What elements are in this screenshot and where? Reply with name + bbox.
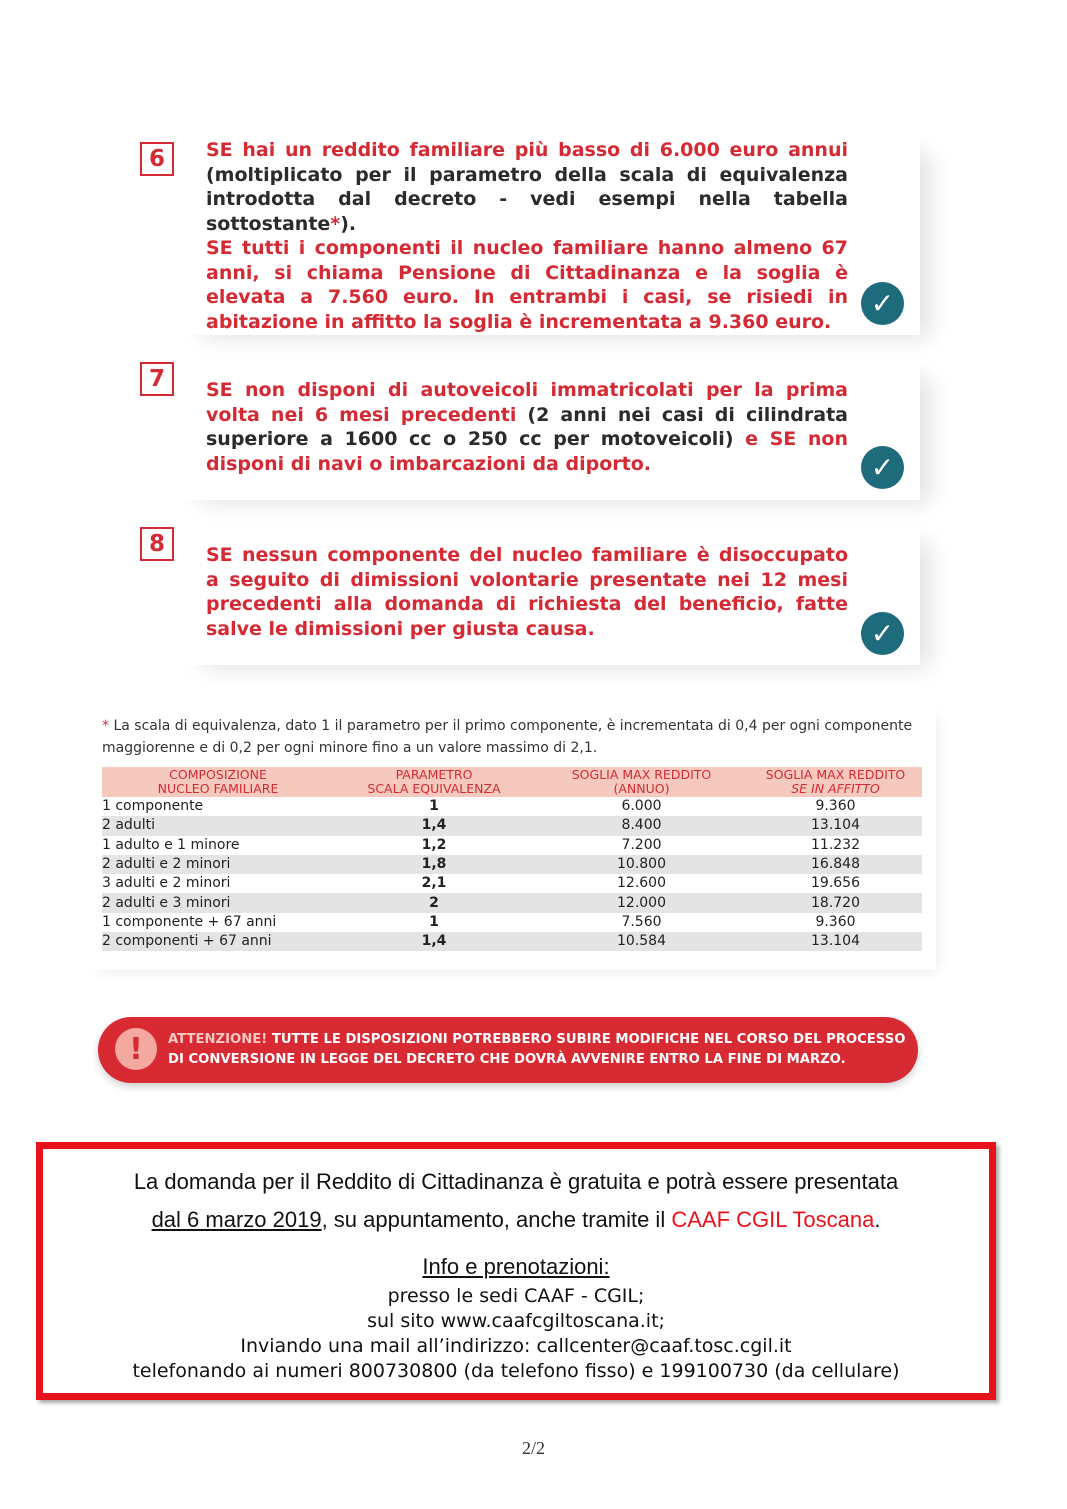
note-text: La scala di equivalenza, dato 1 il parametro per il primo componente, è incrementata di 0,4 per ogni componente maggiorenne e di 0,2 per ogni minore fino a un valore massimo di 2,1. xyxy=(102,718,913,756)
condition-number: 6 xyxy=(140,142,174,176)
attention-label: ATTENZIONE! xyxy=(168,1032,268,1047)
header-threshold-annual: SOGLIA MAX REDDITO (ANNUO) xyxy=(534,767,749,797)
exclamation-icon: ! xyxy=(115,1028,157,1070)
info-org: CAAF CGIL Toscana xyxy=(671,1207,875,1232)
table-cell: 13.104 xyxy=(749,932,922,951)
table-header-row xyxy=(102,767,922,797)
info-heading: Info e prenotazioni: xyxy=(422,1254,610,1279)
condition-text-segment: ). xyxy=(340,212,357,235)
header-threshold-rent: SOGLIA MAX REDDITO SE IN AFFITTO xyxy=(749,767,922,797)
info-box xyxy=(36,1142,996,1400)
table-cell: 1 componente xyxy=(102,798,204,815)
table-row xyxy=(102,932,922,951)
table-cell: 10.584 xyxy=(534,932,749,951)
table-cell: 12.600 xyxy=(617,875,666,892)
condition-number: 7 xyxy=(140,362,174,396)
table-cell: 3 adulti e 2 minori xyxy=(102,875,231,892)
condition-text-segment: (moltiplicato per il parametro della scala di equivalenza introdotta dal decreto - vedi esempi nella tabella sottostante xyxy=(206,163,848,235)
table-cell: 11.232 xyxy=(811,836,860,853)
page-number: 2/2 xyxy=(521,1438,545,1458)
note-asterisk: * xyxy=(102,718,109,734)
table-cell: 12.000 xyxy=(534,893,749,912)
table-cell: 1 xyxy=(429,798,439,815)
condition-text-segment: SE xyxy=(206,139,233,161)
table-row xyxy=(102,913,922,932)
header-composition: COMPOSIZIONE NUCLEO FAMILIARE xyxy=(102,767,334,797)
info-date: dal 6 marzo 2019 xyxy=(151,1207,322,1232)
attention-text: ATTENZIONE! TUTTE LE DISPOSIZIONI POTREBBERO SUBIRE MODIFICHE NEL CORSO DEL PROCESSO DI CONVERSIONE IN LEGGE DEL DECRETO CHE DOVRÀ AVVENIRE ENTRO LA FINE DI MARZO. xyxy=(168,1032,906,1067)
table-cell: 7.200 xyxy=(621,836,662,853)
table-row xyxy=(102,816,922,835)
info-line-sedi: presso le sedi CAAF - CGIL; xyxy=(387,1285,645,1307)
condition-text-segment: hai un reddito familiare più basso di 6.000 euro annui xyxy=(232,139,848,161)
condition-text-segment: (2 anni nei casi di cilindrata superiore a 1600 cc o 250 cc per motoveicoli) xyxy=(206,403,848,450)
table-cell: 2 adulti e 3 minori xyxy=(102,893,334,912)
header-parameter: PARAMETRO SCALA EQUIVALENZA xyxy=(334,767,534,797)
condition-text-segment: SE nessun componente del nucleo familiare è disoccupato a seguito di dimissioni volontarie presentate nei 12 mesi precedenti alla domanda di richiesta del beneficio, fatte salve le dimissioni per giusta causa. xyxy=(206,544,848,640)
equivalence-note xyxy=(102,715,932,759)
table-cell: 1,4 xyxy=(334,932,534,951)
info-line-web: sul sito www.caafcgiltoscana.it; xyxy=(367,1310,665,1332)
check-icon: ✓ xyxy=(861,446,904,489)
condition-text-segment: e SE non disponi di navi o imbarcazioni da diporto. xyxy=(206,428,848,475)
table-cell: 2,1 xyxy=(421,875,447,892)
table-cell: 2 componenti + 67 anni xyxy=(102,932,334,951)
condition-text xyxy=(206,543,848,641)
table-cell: 1,4 xyxy=(334,816,534,835)
table-cell: 16.848 xyxy=(749,855,922,874)
table-cell: 6.000 xyxy=(621,798,662,815)
table-cell: 1 componente + 67 anni xyxy=(102,913,277,930)
table-cell: 9.360 xyxy=(815,798,856,815)
table-cell: 1,2 xyxy=(421,836,447,853)
table-row xyxy=(102,855,922,874)
info-line-1: La domanda per il Reddito di Cittadinanza è gratuita e potrà essere presentata xyxy=(133,1169,899,1194)
check-icon: ✓ xyxy=(861,282,904,325)
condition-number: 8 xyxy=(140,527,174,561)
table-cell: 10.800 xyxy=(534,855,749,874)
table-cell: 13.104 xyxy=(749,816,922,835)
condition-text-segment: * xyxy=(330,212,341,235)
info-line-2: dal 6 marzo 2019, su appuntamento, anche tramite il CAAF CGIL Toscana. xyxy=(151,1207,881,1232)
info-line-phone: telefonando ai numeri 800730800 (da telefono fisso) e 199100730 (da cellulare) xyxy=(132,1360,900,1382)
condition-text-segment: SE tutti i componenti il nucleo familiare hanno almeno 67 anni, si chiama Pensione di Cittadinanza e la soglia è elevata a 7.560 euro. In entrambi i casi, se risiedi in abitazione in affitto la soglia è incrementata a 9.360 euro. xyxy=(206,237,848,333)
table-row xyxy=(102,836,922,855)
condition-text-segment: SE non disponi di autoveicoli immatricolati per la prima volta nei 6 mesi precedenti xyxy=(206,379,848,426)
table-row xyxy=(102,797,922,816)
table-cell: 9.360 xyxy=(815,913,856,930)
table-cell: 7.560 xyxy=(621,913,662,930)
table-cell: 2 adulti xyxy=(102,816,334,835)
check-icon: ✓ xyxy=(861,612,904,655)
condition-text xyxy=(206,138,848,334)
threshold-table xyxy=(102,767,922,951)
info-line-mail: Inviando una mail all’indirizzo: callcenter@caaf.tosc.cgil.it xyxy=(240,1335,792,1357)
table-cell: 1 xyxy=(429,913,439,930)
table-cell: 2 adulti e 2 minori xyxy=(102,855,334,874)
table-cell: 1,8 xyxy=(334,855,534,874)
table-row xyxy=(102,893,922,912)
table-cell: 1 adulto e 1 minore xyxy=(102,836,240,853)
table-cell: 8.400 xyxy=(534,816,749,835)
table-row xyxy=(102,874,922,893)
table-cell: 19.656 xyxy=(811,875,860,892)
table-cell: 2 xyxy=(334,893,534,912)
table-cell: 18.720 xyxy=(749,893,922,912)
condition-text xyxy=(206,378,848,476)
